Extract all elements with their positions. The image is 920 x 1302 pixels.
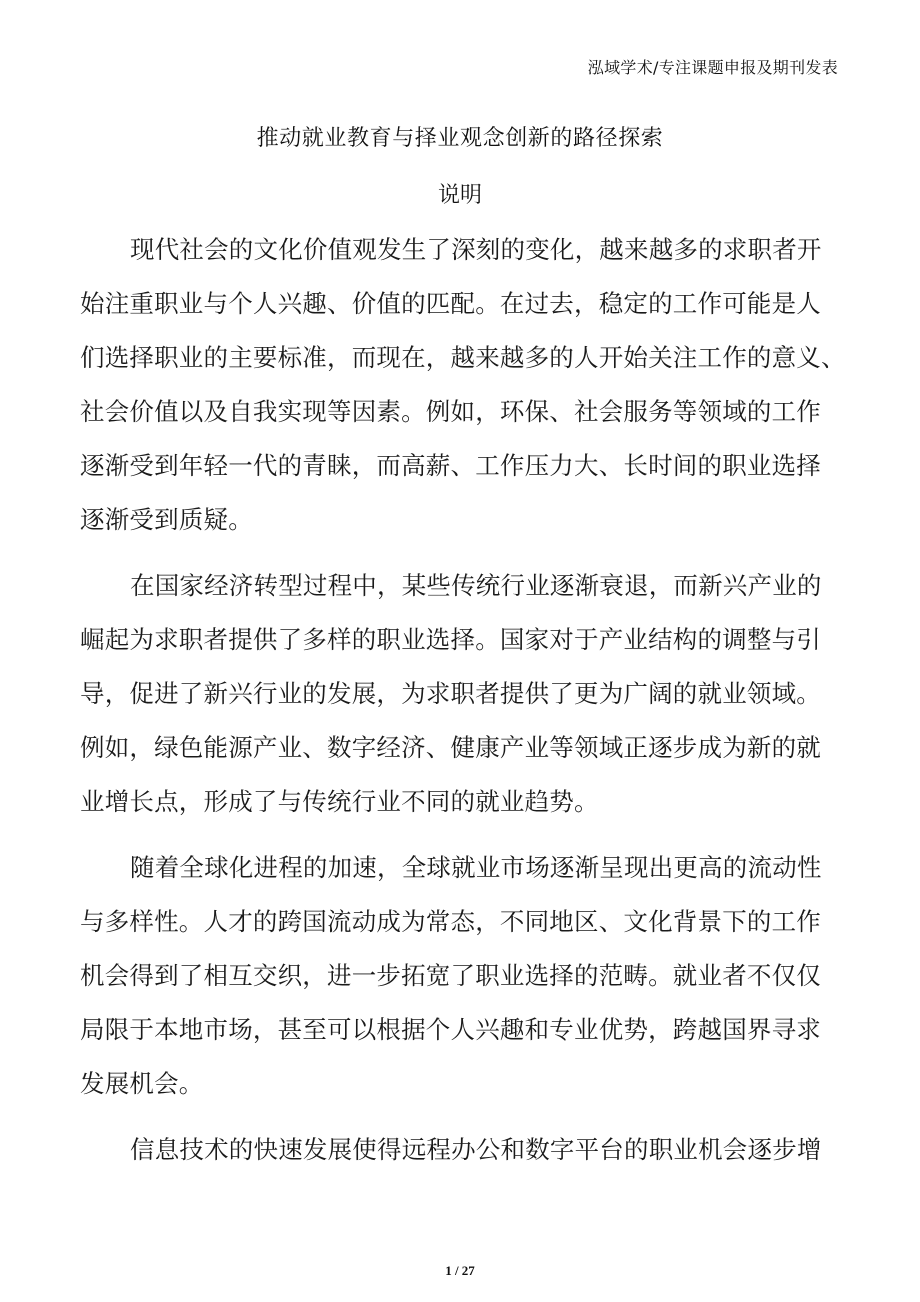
paragraph-line: 在国家经济转型过程中，某些传统行业逐渐衰退，而新兴产业的 bbox=[130, 571, 822, 600]
paragraph-line: 业增长点，形成了与传统行业不同的就业趋势。 bbox=[80, 787, 599, 816]
paragraph-line: 逐渐受到年轻一代的青睐，而高薪、工作压力大、长时间的职业选择 bbox=[80, 451, 821, 480]
document-title: 推动就业教育与择业观念创新的路径探索 bbox=[256, 126, 664, 151]
paragraph-line: 逐渐受到质疑。 bbox=[80, 505, 253, 534]
paragraph-line: 导，促进了新兴行业的发展，为求职者提供了更为广阔的就业领域。 bbox=[80, 679, 821, 708]
paragraph-line: 现代社会的文化价值观发生了深刻的变化，越来越多的求职者开 bbox=[130, 235, 822, 264]
paragraph-line: 局限于本地市场，甚至可以根据个人兴趣和专业优势，跨越国界寻求 bbox=[80, 1015, 821, 1044]
paragraph-line: 信息技术的快速发展使得远程办公和数字平台的职业机会逐步增 bbox=[130, 1135, 822, 1164]
paragraph-line: 随着全球化进程的加速，全球就业市场逐渐呈现出更高的流动性 bbox=[130, 853, 822, 882]
paragraph-line: 崛起为求职者提供了多样的职业选择。国家对于产业结构的调整与引 bbox=[80, 625, 821, 654]
paragraph-line: 例如，绿色能源产业、数字经济、健康产业等领域正逐步成为新的就 bbox=[80, 733, 821, 762]
paragraph-line: 们选择职业的主要标准，而现在，越来越多的人开始关注工作的意义、 bbox=[80, 343, 846, 372]
paragraph-line: 机会得到了相互交织，进一步拓宽了职业选择的范畴。就业者不仅仅 bbox=[80, 961, 821, 990]
paragraph-line: 发展机会。 bbox=[80, 1069, 204, 1098]
page-number: 1 / 27 bbox=[445, 1263, 475, 1278]
paragraph-line: 始注重职业与个人兴趣、价值的匹配。在过去，稳定的工作可能是人 bbox=[80, 289, 821, 318]
paragraph-line: 与多样性。人才的跨国流动成为常态，不同地区、文化背景下的工作 bbox=[80, 907, 821, 936]
section-heading: 说明 bbox=[437, 183, 482, 208]
paragraph-line: 社会价值以及自我实现等因素。例如，环保、社会服务等领域的工作 bbox=[80, 397, 821, 426]
page-header: 泓域学术/专注课题申报及期刊发表 bbox=[587, 58, 838, 77]
